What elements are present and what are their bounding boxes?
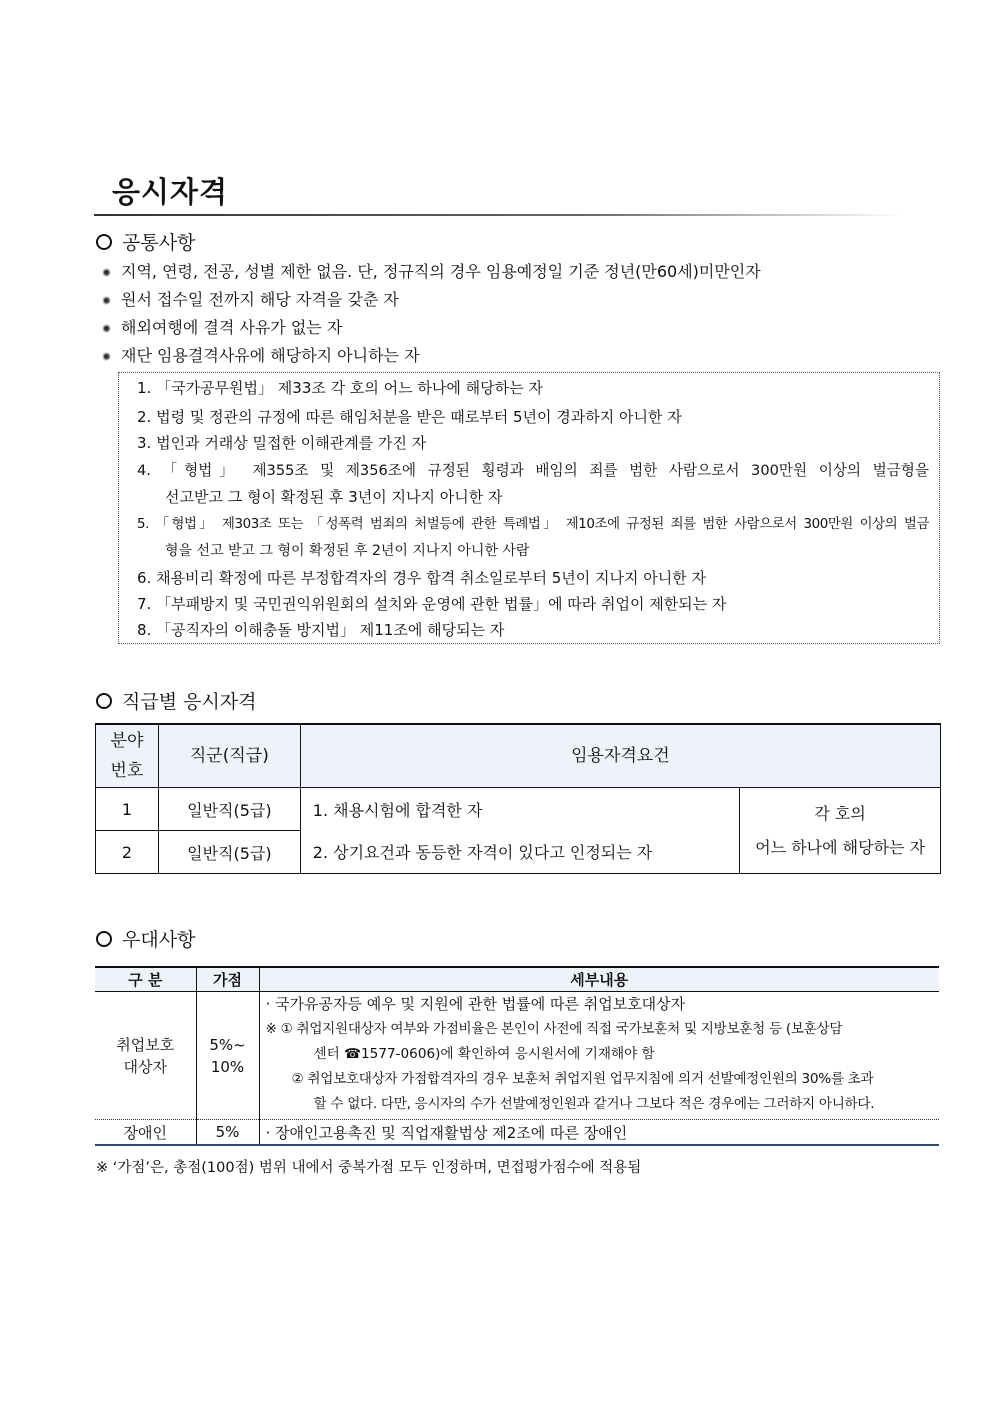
- disq-item: 1. 「국가공무원법」 제33조 각 호의 어느 하나에 해당하는 자: [137, 379, 543, 397]
- cell-grade: 일반직(5급): [158, 788, 300, 831]
- list-item: 재단 임용결격사유에 해당하지 아니하는 자: [100, 342, 761, 370]
- list-item: 지역, 연령, 전공, 성별 제한 없음. 단, 정규직의 경우 임용예정일 기준 정년(만60세)미만인자: [100, 258, 761, 286]
- disq-item-cont: 형을 선고 받고 그 형이 확정된 후 2년이 지나지 아니한 사람: [165, 543, 530, 559]
- disqualification-box: [118, 372, 940, 644]
- disq-item: 6. 채용비리 확정에 따른 부정합격자의 경우 합격 취소일로부터 5년이 지나지 아니한 자: [137, 569, 706, 587]
- circle-icon: [96, 931, 112, 947]
- cell-type: 취업보호 대상자: [116, 1035, 175, 1076]
- cell-no: 1: [96, 788, 159, 831]
- disq-item: 5. 「형법」 제303조 또는 「성폭력 범죄의 처벌등에 관한 특례법」 제10조에 규정된 죄를 범한 사람으로서 300만원 이상의 벌금: [137, 517, 929, 532]
- list-item: 원서 접수일 전까지 해당 자격을 갖춘 자: [100, 286, 761, 314]
- cell-detail: · 장애인고용촉진 및 직업재활법상 제2조에 따른 장애인: [259, 1120, 939, 1146]
- grade-heading: 직급별 응시자격: [96, 687, 257, 714]
- header-type: 구 분: [95, 967, 196, 992]
- cell-no: 2: [96, 831, 159, 874]
- preference-table: [95, 966, 939, 1146]
- footnote: ※ ‘가점’은, 총점(100점) 범위 내에서 중복가점 모두 인정하며, 면접평가점수에 적용됨: [96, 1160, 642, 1176]
- grade-table: [95, 723, 941, 874]
- circle-icon: [96, 234, 112, 250]
- header-detail: 세부내용: [259, 967, 939, 992]
- table-row: [95, 992, 939, 1120]
- cell-requirement: 2. 상기요건과 동등한 자격이 있다고 인정되는 자: [300, 831, 739, 874]
- bullet-icon: [104, 270, 109, 275]
- header-grade: 직군(직급): [158, 724, 300, 788]
- disq-item-cont: 선고받고 그 형이 확정된 후 3년이 지나지 아니한 자: [165, 488, 503, 506]
- disq-item: 2. 법령 및 정관의 규정에 따른 해임처분을 받은 때로부터 5년이 경과하지 아니한 자: [137, 408, 682, 426]
- cell-points: 5%~ 10%: [196, 992, 259, 1120]
- title-divider: [94, 214, 904, 216]
- disq-item: 4. 「형법」 제355조 및 제356조에 규정된 횡령과 배임의 죄를 범한 사람으로서 300만원 이상의 벌금형을: [137, 462, 929, 479]
- disq-item: 7. 「부패방지 및 국민권익위원회의 설치와 운영에 관한 법률」에 따라 취업이 제한되는 자: [137, 595, 727, 613]
- cell-type: 장애인: [95, 1120, 196, 1146]
- table-row: [96, 788, 941, 831]
- pref-heading: 우대사항: [96, 925, 195, 952]
- common-heading: 공통사항: [96, 228, 195, 255]
- cell-grade: 일반직(5급): [158, 831, 300, 874]
- page-title: 응시자격: [112, 175, 229, 209]
- disq-item: 8. 「공직자의 이해충돌 방지법」 제11조에 해당되는 자: [137, 621, 505, 639]
- bullet-icon: [104, 354, 109, 359]
- header-field-no: 분야 번호: [96, 724, 159, 788]
- disq-item: 3. 법인과 거래상 밀접한 이해관계를 가진 자: [137, 434, 427, 452]
- circle-icon: [96, 693, 112, 709]
- cell-points: 5%: [196, 1120, 259, 1146]
- common-bullet-list: [100, 258, 761, 370]
- bullet-icon: [104, 298, 109, 303]
- table-row: [95, 1120, 939, 1146]
- header-points: 가점: [196, 967, 259, 992]
- cell-requirement: 1. 채용시험에 합격한 자: [300, 788, 739, 831]
- cell-note: 각 호의 어느 하나에 해당하는 자: [740, 788, 941, 874]
- table-header-row: [95, 967, 939, 992]
- list-item: 해외여행에 결격 사유가 없는 자: [100, 314, 761, 342]
- cell-detail: · 국가유공자등 예우 및 지원에 관한 법률에 따른 취업보호대상자 ※ ① 취업지원대상자 여부와 가점비율은 본인이 사전에 직접 국가보훈처 및 지방보훈청 등 (보훈상담 센터 ☎1577-0606)에 확인하여 응시원서에 기재해야 함 ② 취업보호대상자 가점합격자의 경우 보훈처 취업지원 업무지침에 의거 선발예정인원의 30%를 초과 할 수 없다. 다만, 응시자의 수가 선발예정인원과 같거나 그보다 적은 경우에는 그러하지 아니하다.: [259, 992, 939, 1120]
- header-requirements: 임용자격요건: [300, 724, 940, 788]
- table-header-row: [96, 724, 941, 788]
- bullet-icon: [104, 326, 109, 331]
